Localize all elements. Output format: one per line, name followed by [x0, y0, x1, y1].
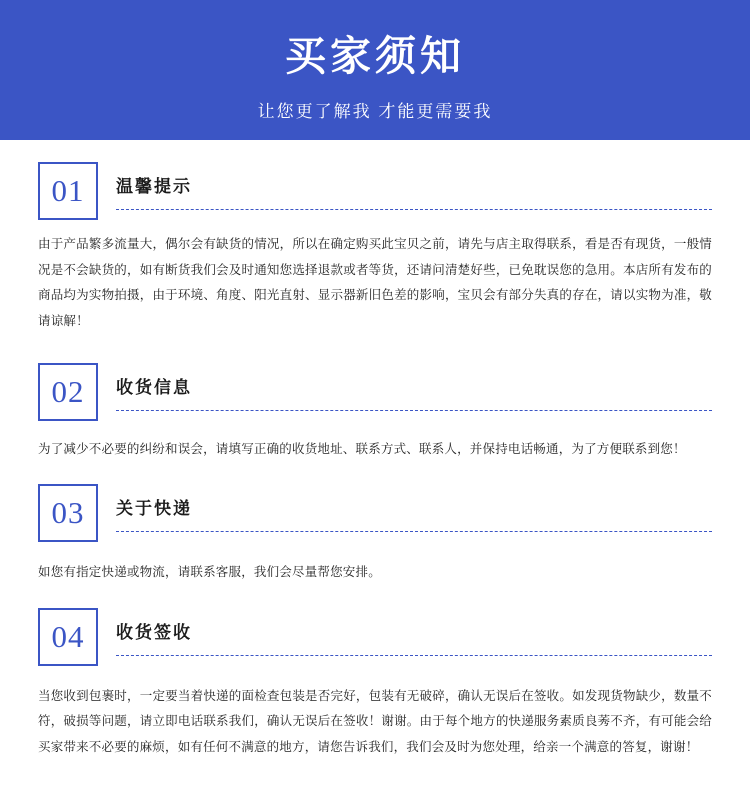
section-body-text: 为了减少不必要的纠纷和误会，请填写正确的收货地址、联系方式、联系人，并保持电话畅通，为了方便联系到您！ — [38, 441, 686, 456]
section-title: 关于快递 — [116, 499, 192, 519]
section-number-box — [38, 363, 98, 421]
section-body-text: 如您有指定快递或物流，请联系客服，我们会尽量帮您安排。 — [38, 565, 381, 580]
section-number-box — [38, 162, 98, 220]
section-03 — [38, 484, 712, 586]
page-title: 买家须知 — [285, 32, 465, 79]
section-04 — [38, 608, 712, 761]
section-number: 01 — [51, 173, 85, 208]
section-title: 收货签收 — [116, 622, 192, 642]
header-banner — [0, 0, 750, 140]
section-header — [38, 363, 712, 421]
dashed-divider — [116, 410, 712, 411]
section-header — [38, 484, 712, 542]
section-heading-group — [116, 363, 712, 421]
dashed-divider — [116, 209, 712, 210]
section-01 — [38, 162, 712, 335]
section-heading-group — [116, 608, 712, 666]
section-number: 04 — [51, 618, 85, 654]
section-number-box — [38, 484, 98, 542]
section-title: 收货信息 — [116, 377, 192, 397]
section-heading-group — [116, 162, 712, 220]
page-subtitle: 让您更了解我 才能更需要我 — [257, 102, 493, 122]
section-header — [38, 608, 712, 666]
dashed-divider — [116, 655, 712, 656]
dashed-divider — [116, 531, 712, 532]
section-number-box — [38, 608, 98, 666]
section-number: 02 — [51, 373, 85, 409]
section-body-text: 当您收到包裹时，一定要当着快递的面检查包装是否完好，包装有无破碎，确认无误后在签收。如发现货物缺少，数量不符，破损等问题，请立即电话联系我们，确认无误后在签收！谢谢。由于每个地方的快递服务素质良莠不齐，有可能会给买家带来不必要的麻烦，如有任何不满意的地方，请您告诉我们，我们会及时为您处理，给亲一个满意的答复，谢谢！ — [38, 688, 712, 754]
section-title: 温馨提示 — [116, 177, 192, 196]
section-heading-group — [116, 484, 712, 542]
content-area — [0, 162, 750, 761]
section-02 — [38, 363, 712, 463]
section-body-text: 由于产品繁多流量大，偶尔会有缺货的情况，所以在确定购买此宝贝之前，请先与店主取得联系，看是否有现货，一般情况是不会缺货的，如有断货我们会及时通知您选择退款或者等货，还请问清楚好些，已免耽误您的急用。本店所有发布的商品均为实物拍摄，由于环境、角度、阳光直射、显示器新旧色差的影响，宝贝会有部分失真的存在，请以实物为准，敬请谅解！ — [38, 237, 712, 328]
section-number: 03 — [51, 495, 85, 531]
section-header — [38, 162, 712, 220]
